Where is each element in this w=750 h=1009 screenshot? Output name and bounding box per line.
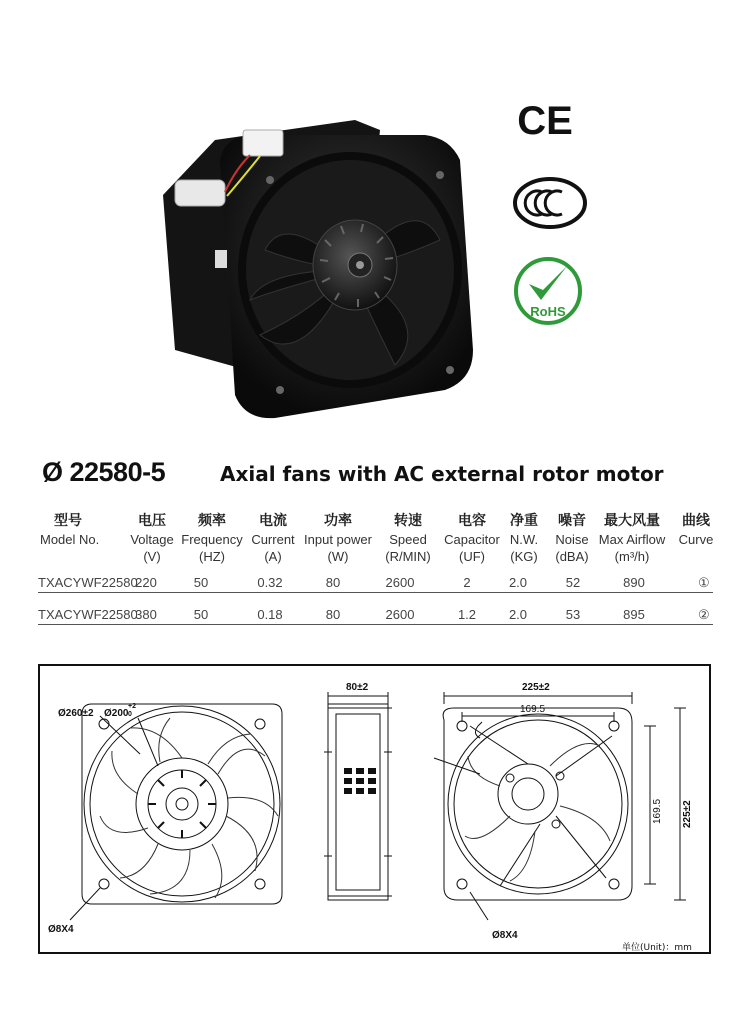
header-noise [552, 512, 592, 565]
header-curve-zh: 曲线 [682, 512, 710, 528]
label-inner-diameter: Ø200 [104, 708, 129, 719]
label-rear-holes: Ø8X4 [492, 930, 518, 941]
cell-weight: 2.0 [508, 607, 528, 622]
header-speed-en: Speed [389, 532, 427, 547]
header-power-unit: (W) [327, 549, 349, 564]
unit-note: 单位(Unit)：mm [622, 943, 692, 953]
label-hole-span-vertical: 169.5 [652, 798, 663, 824]
header-voltage-en: Voltage [130, 532, 174, 547]
cell-model: TXACYWF22580 [38, 575, 138, 590]
header-frequency [180, 512, 244, 565]
technical-drawing [38, 664, 711, 954]
cell-frequency: 50 [193, 607, 209, 622]
rohs-mark-text: RoHS [530, 304, 566, 319]
header-airflow-en: Max Airflow [598, 532, 666, 547]
label-inner-tol-zero: 0 [128, 711, 132, 718]
table-row [38, 574, 713, 593]
header-curve-en: Curve [678, 532, 714, 547]
header-max-airflow [594, 512, 670, 565]
header-curve [674, 512, 718, 548]
header-model-zh: 型号 [54, 512, 82, 528]
cell-noise: 53 [565, 607, 581, 622]
header-frequency-zh: 频率 [198, 512, 226, 528]
label-depth: 80±2 [346, 682, 369, 693]
side-view [324, 692, 392, 900]
drawing-canvas [40, 666, 709, 952]
header-voltage-zh: 电压 [138, 512, 166, 528]
header-power-zh: 功率 [324, 512, 352, 528]
header-speed [380, 512, 436, 565]
header-capacitor-unit: (UF) [459, 549, 485, 564]
rear-view [434, 692, 686, 920]
label-hole-span-horizontal: 169.5 [520, 704, 546, 715]
ce-mark-text: CE [517, 99, 573, 142]
table-row [38, 606, 713, 625]
header-voltage [128, 512, 176, 565]
header-current-en: Current [251, 532, 295, 547]
cell-current: 0.32 [257, 575, 283, 590]
cell-power: 80 [325, 607, 341, 622]
cell-speed: 2600 [385, 607, 415, 622]
header-noise-en: Noise [555, 532, 589, 547]
header-model [40, 512, 120, 548]
header-weight-zh: 净重 [510, 512, 538, 528]
header-input-power [300, 512, 376, 565]
cell-voltage: 220 [135, 575, 157, 590]
label-front-holes: Ø8X4 [48, 924, 74, 935]
header-airflow-zh: 最大风量 [604, 512, 660, 528]
header-weight-unit: (KG) [510, 549, 538, 564]
header-noise-zh: 噪音 [558, 512, 586, 528]
product-description: Axial fans with AC external rotor motor [220, 462, 664, 486]
label-width: 225±2 [522, 682, 550, 693]
header-airflow-unit: (m³/h) [614, 549, 650, 564]
header-current-unit: (A) [264, 549, 282, 564]
front-view [70, 704, 282, 920]
header-speed-unit: (R/MIN) [385, 549, 431, 564]
cell-frequency: 50 [193, 575, 209, 590]
header-noise-unit: (dBA) [555, 549, 589, 564]
label-outer-diameter: Ø260±2 [58, 708, 94, 719]
cell-capacitor: 2 [463, 575, 471, 590]
cell-curve: ② [698, 607, 710, 622]
header-current [248, 512, 298, 565]
cell-capacitor: 1.2 [457, 607, 477, 622]
header-frequency-en: Frequency [181, 532, 243, 547]
cell-curve: ① [698, 575, 710, 590]
label-inner-tol-plus: +2 [128, 703, 136, 710]
cell-weight: 2.0 [508, 575, 528, 590]
cell-noise: 52 [565, 575, 581, 590]
model-title: Ø 22580-5 [42, 457, 166, 487]
cell-voltage: 380 [135, 607, 157, 622]
header-voltage-unit: (V) [143, 549, 161, 564]
header-frequency-unit: (HZ) [199, 549, 225, 564]
header-capacitor [444, 512, 500, 565]
cell-power: 80 [325, 575, 341, 590]
header-capacitor-zh: 电容 [458, 512, 486, 528]
header-weight-en: N.W. [509, 532, 539, 547]
cell-speed: 2600 [385, 575, 415, 590]
cell-airflow: 895 [623, 607, 645, 622]
header-current-zh: 电流 [259, 512, 287, 528]
label-height: 225±2 [682, 800, 693, 828]
ce-mark-icon [510, 96, 580, 142]
header-capacitor-en: Capacitor [444, 532, 500, 547]
product-photo [155, 100, 485, 430]
header-power-en: Input power [304, 532, 372, 547]
cell-model: TXACYWF22580 [38, 607, 138, 622]
header-model-en: Model No. [40, 532, 100, 547]
header-net-weight [504, 512, 544, 565]
rohs-mark-icon [513, 256, 583, 326]
cell-current: 0.18 [257, 607, 283, 622]
ccc-mark-icon [512, 175, 588, 231]
cell-airflow: 890 [623, 575, 645, 590]
header-speed-zh: 转速 [394, 512, 422, 528]
